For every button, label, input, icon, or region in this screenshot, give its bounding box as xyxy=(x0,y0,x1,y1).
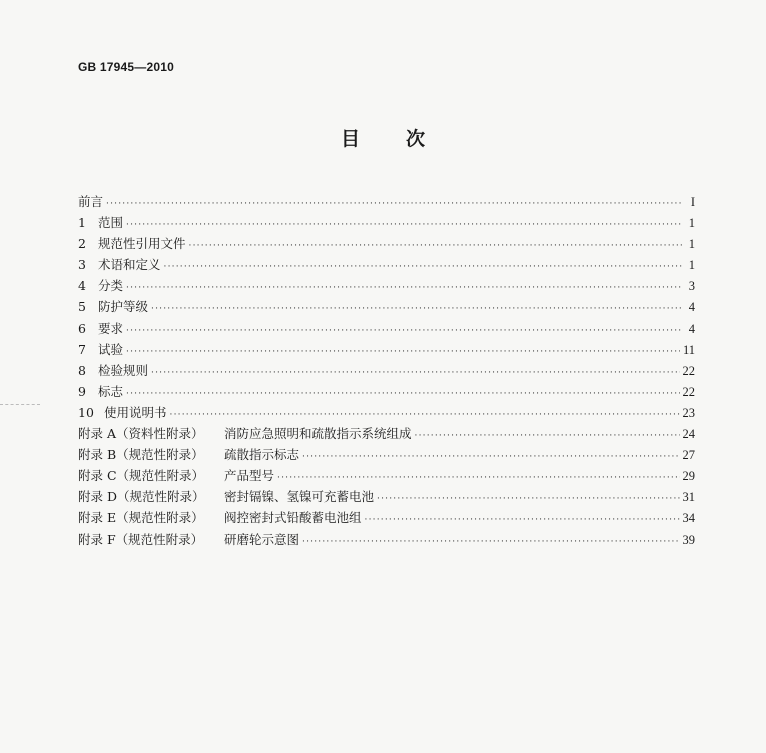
dot-leader xyxy=(126,321,682,342)
toc-label: 标志 xyxy=(98,383,124,399)
toc-entry-1[interactable] xyxy=(78,212,695,233)
dot-leader xyxy=(106,194,682,215)
toc-label: 阀控密封式铅酸蓄电池组 xyxy=(224,510,362,526)
table-of-contents xyxy=(78,191,695,550)
toc-label: 疏散指示标志 xyxy=(224,447,300,463)
toc-entry-2[interactable] xyxy=(78,233,695,254)
dot-leader xyxy=(365,510,680,531)
toc-page-number: 24 xyxy=(682,427,695,442)
dot-leader xyxy=(189,236,682,257)
toc-label: 使用说明书 xyxy=(104,404,167,420)
toc-page-number: 27 xyxy=(682,448,695,463)
toc-appendix-b[interactable] xyxy=(78,444,695,465)
toc-page-number: 22 xyxy=(682,384,695,399)
toc-page-number: 29 xyxy=(682,469,695,484)
dot-leader xyxy=(302,532,679,553)
page-title: 目次 xyxy=(340,128,471,150)
toc-number: 3 xyxy=(78,257,86,273)
toc-appendix-a[interactable] xyxy=(78,423,695,444)
toc-label: 试验 xyxy=(98,341,124,357)
toc-entry-5[interactable] xyxy=(78,296,695,317)
toc-appendix-f[interactable] xyxy=(78,529,695,550)
dot-leader xyxy=(126,278,682,299)
dot-leader xyxy=(302,447,679,468)
toc-page-number: 1 xyxy=(688,216,695,231)
toc-label: 要求 xyxy=(98,320,124,336)
appendix-prefix: 附录 C（规范性附录） xyxy=(78,468,205,484)
toc-number: 4 xyxy=(78,278,86,294)
toc-label: 消防应急照明和疏散指示系统组成 xyxy=(224,426,412,442)
toc-number: 6 xyxy=(78,320,86,336)
dot-leader xyxy=(415,426,680,447)
toc-label: 前言 xyxy=(78,194,104,209)
toc-appendix-d[interactable] xyxy=(78,486,695,507)
toc-label: 产品型号 xyxy=(224,468,275,484)
toc-label: 检验规则 xyxy=(98,362,149,378)
toc-page-number: 4 xyxy=(688,300,695,315)
toc-label: 规范性引用文件 xyxy=(98,236,186,252)
appendix-prefix: 附录 F（规范性附录） xyxy=(78,531,204,547)
dot-leader xyxy=(151,363,679,384)
appendix-prefix: 附录 D（规范性附录） xyxy=(78,489,205,505)
toc-page-number: 1 xyxy=(688,258,695,273)
standard-code: GB 17945—2010 xyxy=(78,60,174,74)
toc-page-number: 4 xyxy=(688,321,695,336)
toc-entry-6[interactable] xyxy=(78,318,695,339)
toc-label: 分类 xyxy=(98,278,124,294)
toc-page-number: 23 xyxy=(682,405,695,420)
scan-artifact xyxy=(0,404,40,406)
toc-entry-10[interactable] xyxy=(78,402,695,423)
dot-leader xyxy=(151,299,682,320)
toc-number: 2 xyxy=(78,236,86,252)
dot-leader xyxy=(126,215,682,236)
toc-page-number: 39 xyxy=(682,532,695,547)
appendix-prefix: 附录 B（规范性附录） xyxy=(78,447,204,463)
toc-page-number: 3 xyxy=(688,279,695,294)
toc-appendix-e[interactable] xyxy=(78,507,695,528)
toc-label: 范围 xyxy=(98,215,124,231)
toc-appendix-c[interactable] xyxy=(78,465,695,486)
toc-label: 防护等级 xyxy=(98,299,149,315)
toc-number: 7 xyxy=(78,341,86,357)
toc-label: 研磨轮示意图 xyxy=(224,531,300,547)
toc-page-number: 1 xyxy=(688,237,695,252)
toc-page-number: 11 xyxy=(682,342,695,357)
appendix-prefix: 附录 E（规范性附录） xyxy=(78,510,204,526)
appendix-prefix: 附录 A（资料性附录） xyxy=(78,426,204,442)
dot-leader xyxy=(377,489,679,510)
toc-entry-4[interactable] xyxy=(78,275,695,296)
toc-entry-7[interactable] xyxy=(78,339,695,360)
toc-page-number: 22 xyxy=(682,363,695,378)
dot-leader xyxy=(126,384,679,405)
toc-page-number: 34 xyxy=(682,511,695,526)
toc-number: 5 xyxy=(78,299,86,315)
toc-number: 8 xyxy=(78,362,86,378)
toc-entry-3[interactable] xyxy=(78,254,695,275)
toc-page-number: 31 xyxy=(682,490,695,505)
toc-label: 术语和定义 xyxy=(98,257,161,273)
toc-entry-9[interactable] xyxy=(78,381,695,402)
toc-number: 10 xyxy=(78,404,94,420)
toc-number: 9 xyxy=(78,383,86,399)
toc-number: 1 xyxy=(78,215,86,231)
dot-leader xyxy=(126,342,680,363)
toc-entry-foreword[interactable] xyxy=(78,191,695,212)
toc-page-number: I xyxy=(690,195,695,209)
dot-leader xyxy=(164,257,682,278)
toc-entry-8[interactable] xyxy=(78,360,695,381)
toc-label: 密封镉镍、氢镍可充蓄电池 xyxy=(224,489,375,505)
